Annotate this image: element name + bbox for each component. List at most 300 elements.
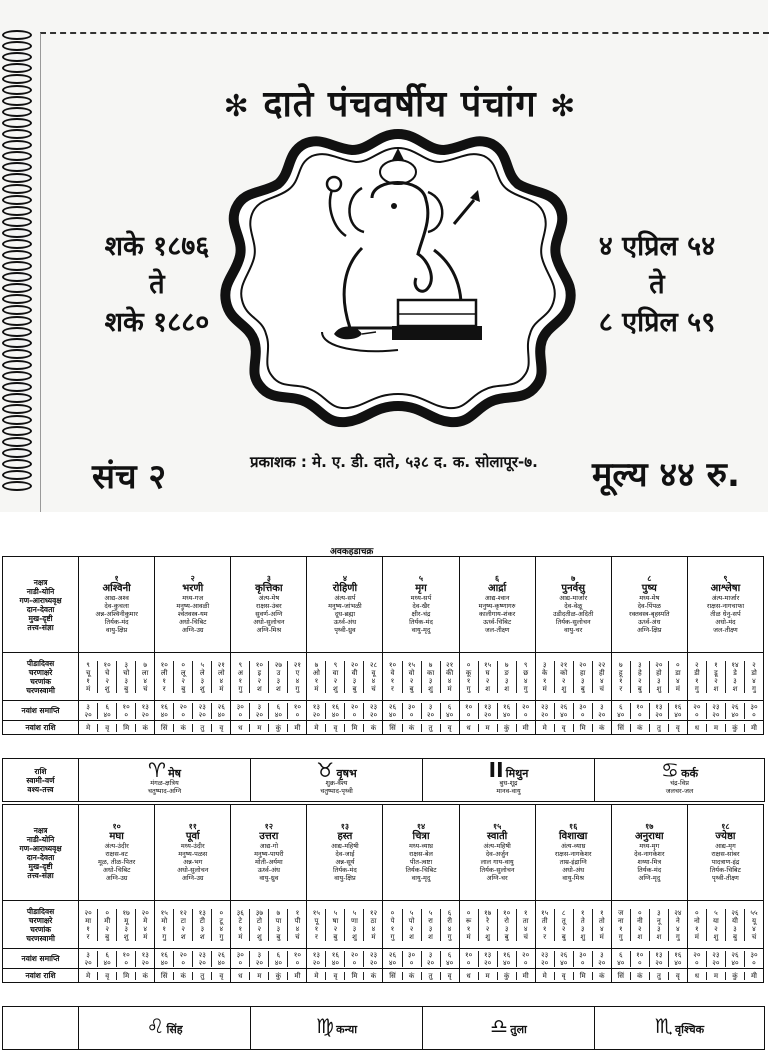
charan-subcells (231, 661, 306, 693)
navansh-rashi-cell (535, 969, 611, 983)
rashi-lord: शुक्र-वैश्य (325, 778, 348, 787)
spiral-ring-icon (2, 173, 32, 183)
nakshatra-name: पुनर्वसु (561, 583, 585, 594)
nakshatra-cell (79, 805, 155, 901)
nakshatra-grid (2, 556, 764, 735)
nakshatra-attribute: मध्य-व्याघ्र (409, 842, 433, 850)
nakshatra-attribute: देव-पिंपळ (637, 602, 661, 610)
header-label-cell (3, 805, 79, 901)
nakshatra-number: १५ (492, 822, 502, 831)
nakshatra-number: १० (112, 822, 121, 831)
spiral-binding (2, 30, 36, 510)
charan-cell (383, 901, 459, 949)
charan-subcells (460, 661, 535, 693)
charan-label-line: चरणस्वामी (26, 933, 55, 943)
date-from: ४ एप्रिल ५४ (598, 231, 716, 262)
nakshatra-attribute: अधो-चिबिट (102, 866, 131, 874)
navansh-rashi-cell (155, 721, 231, 735)
navansh-rashi-value: वृ (326, 972, 345, 980)
navansh-cell (79, 949, 155, 969)
charan-cell (155, 901, 231, 949)
nakshatra-attribute: मोती-अर्यमा (255, 858, 283, 866)
navansh-rashi-value: मी (522, 723, 529, 732)
nakshatra-name: अश्विनी (102, 583, 131, 594)
charan-subcells (383, 909, 458, 941)
navansh-value: ३ २० (250, 951, 269, 967)
nakshatra-cell (611, 805, 687, 901)
charan-value: १ पी ४ चं (294, 908, 301, 941)
charan-value: २० मे ४ मं (141, 908, 149, 941)
navansh-value: ३ २० (422, 703, 441, 719)
navansh-rashi-subcells (688, 972, 763, 980)
navansh-rashi-value: मी (751, 971, 757, 980)
nakshatra-attribute: देव-जाई (335, 850, 355, 858)
navansh-value: ३० ० (231, 951, 250, 967)
nakshatra-attribute: अन्न-सूर्य (335, 858, 355, 866)
navansh-rashi-value: म (479, 972, 498, 980)
nakshatra-name: पूर्वा (185, 831, 200, 842)
spiral-ring-icon (2, 118, 32, 128)
navansh-subcells (612, 951, 687, 967)
charan-label-line: पीडादिवस (26, 658, 55, 668)
spiral-ring-icon (2, 151, 32, 161)
navansh-rashi-value: मि (117, 724, 136, 732)
rashi-name: तुला (510, 1022, 527, 1036)
navansh-rashi-value: मि (574, 724, 593, 732)
nakshatra-number: १२ (264, 822, 273, 831)
nakshatra-name: आर्द्रा (488, 583, 507, 594)
nakshatra-number: २ (190, 574, 195, 583)
nakshatra-attribute: अंत्य-मेष (258, 594, 280, 602)
navansh-value: १३ २० (650, 951, 669, 967)
charan-value: २० हा ३ बु (574, 661, 593, 693)
nakshatra-attribute: तिर्यक-मंद (104, 618, 129, 626)
nakshatra-cell (307, 557, 383, 653)
star-right-icon: ✻ (550, 89, 577, 124)
navansh-value: ६ ४० (445, 702, 454, 719)
nakshatra-cell (383, 805, 459, 901)
charan-value: ० टू ४ गु (219, 908, 224, 941)
navansh-rashi-value: कुं (726, 972, 745, 980)
navansh-rashi-cell (383, 721, 459, 735)
navansh-value: ६ ४० (445, 950, 454, 967)
charan-value: २० हो ३ शु (650, 661, 669, 693)
navansh-value: १६ ४० (674, 950, 682, 967)
navansh-value: १३ २० (307, 951, 326, 967)
navansh-value: २६ ४० (383, 703, 402, 719)
navansh-value: २६ ४० (217, 702, 225, 719)
navansh-rashi-value: कुं (726, 724, 745, 732)
header-label-line: मुख-दृष्टी (28, 861, 53, 871)
charan-value: २१ लो ४ मं (217, 660, 225, 693)
charan-subcells (688, 661, 763, 693)
charan-value: ७ हू १ र (612, 661, 631, 693)
nakshatra-attribute: तिर्यक-चिबिट (709, 866, 741, 874)
nakshatra-attribute: मध्य-सर्प (410, 594, 432, 602)
navansh-value: १३ २० (307, 703, 326, 719)
charan-value: २ डी १ गु (688, 661, 707, 693)
navansh-value: ३ २० (598, 950, 606, 967)
charan-value: ० पे १ गु (383, 909, 402, 941)
cover-page (0, 0, 768, 512)
nakshatra-attribute: पादत्राण-इंद्र (711, 858, 740, 866)
spiral-ring-icon (2, 437, 32, 447)
charan-value: १ ता ४ चं (522, 908, 529, 941)
navansh-value: २० ० (688, 703, 707, 719)
nakshatra-attribute: राक्षस-नागचाफा (706, 602, 745, 610)
charan-value: १० रो ३ बु (498, 909, 517, 941)
navansh-cell (459, 949, 535, 969)
navansh-value: १० ० (460, 951, 479, 967)
navansh-value: २० ० (688, 951, 707, 967)
charan-value: १४ डे ३ श (726, 661, 745, 693)
navansh-rashi-cell (687, 721, 763, 735)
charan-value: १० ली १ र (155, 661, 174, 693)
charan-cell (307, 901, 383, 949)
header-label-line: नाडी-योनि (26, 586, 55, 596)
nakshatra-attribute: अंत्य-महिषी (483, 842, 511, 850)
navansh-subcells (460, 703, 535, 719)
navansh-rashi-subcells (79, 724, 154, 732)
nakshatra-cell (231, 805, 307, 901)
nakshatra-attribute: राक्षस-नागकेशर (554, 850, 592, 858)
spiral-ring-icon (2, 129, 32, 139)
navansh-rashi-subcells (155, 972, 230, 980)
charan-subcells (79, 909, 154, 941)
nakshatra-name: मृग (415, 583, 427, 594)
rashi-name: मेष (168, 766, 182, 780)
navansh-cell (307, 949, 383, 969)
shaka-range (92, 228, 222, 342)
nakshatra-cell (383, 557, 459, 653)
charan-cell (79, 901, 155, 949)
navansh-value: २३ २० (536, 951, 555, 967)
navansh-rashi-subcells (460, 972, 535, 980)
rashi-element: मानव-वायु (496, 786, 521, 795)
navansh-value: १० ० (460, 703, 479, 719)
rashi-cell (423, 1007, 595, 1050)
navansh-rashi-value: वृ (447, 971, 452, 980)
charan-value: २८ वू ४ चं (369, 660, 378, 693)
rashi-heading (595, 757, 764, 782)
nakshatra-number: ७ (571, 574, 576, 583)
navansh-rashi-value: मि (117, 972, 136, 980)
header-label-line: नाडी-योनि (26, 834, 55, 844)
rashi-name: वृषभ (336, 766, 357, 780)
navansh-rashi-value: म (250, 972, 269, 980)
charan-value: ९ छ ४ गु (523, 660, 529, 693)
nakshatra-attribute: आद्य-अश्व (104, 594, 129, 602)
spiral-ring-icon (2, 52, 32, 62)
charan-value: ५ णा ३ शु (345, 909, 364, 941)
navansh-rashi-value: तु (422, 972, 441, 980)
rashi-element: चतुष्पाद-अग्नि (147, 786, 182, 795)
charan-value: १७ रे २ शु (479, 909, 498, 941)
rashi-symbol-icon: ♈ (147, 757, 166, 782)
charan-subcells (688, 909, 763, 941)
charan-value: ५५ यू ४ चं (750, 908, 758, 941)
charan-value: २६ यी ३ बु (726, 909, 745, 941)
nakshatra-name: पुष्य (641, 583, 657, 594)
nakshatra-attribute: वायु-चर (564, 626, 583, 634)
navansh-subcells (383, 951, 458, 967)
spiral-ring-icon (2, 96, 32, 106)
navansh-rashi-cell (383, 969, 459, 983)
navansh-rashi-value: तु (422, 724, 441, 732)
navansh-rashi-value: सिं (612, 724, 631, 732)
nakshatra-attribute: वायु-क्षिप्र (105, 626, 128, 634)
navansh-value: ३० ० (574, 951, 593, 967)
navansh-rashi-value: सिं (612, 972, 631, 980)
navansh-rashi-subcells (612, 724, 687, 732)
navansh-value: २० ० (345, 951, 364, 967)
charan-value: ० रू १ मं (460, 909, 479, 941)
nakshatra-attribute: जल-तीक्ष्ण (713, 626, 738, 634)
navansh-rashi-value: कं (174, 724, 193, 732)
navansh-rashi-cell (307, 969, 383, 983)
charan-cell (459, 653, 535, 701)
navansh-cell (687, 949, 763, 969)
spiral-ring-icon (2, 107, 32, 117)
navansh-rashi-subcells (231, 972, 306, 980)
spiral-ring-icon (2, 371, 32, 381)
charan-cell (231, 653, 307, 701)
charan-value: ७ का ३ शु (422, 661, 441, 693)
navansh-rashi-cell (231, 969, 307, 983)
nakshatra-attribute: मध्य-उंदीर (180, 842, 205, 850)
nakshatra-attribute: ऊर्ध्व-चिबिट (483, 618, 512, 626)
charan-subcells (79, 661, 154, 693)
navansh-rashi-label: नवांश राशि (3, 969, 79, 983)
spiral-ring-icon (2, 217, 32, 227)
navansh-subcells (79, 703, 154, 719)
navansh-rashi-value: कं (370, 723, 377, 732)
rashi-cell (595, 1007, 765, 1050)
rashi-cell (595, 759, 765, 802)
header-label-line: मुख-दृष्टी (28, 613, 53, 623)
navansh-cell (687, 701, 763, 721)
navansh-rashi-label: नवांश राशि (3, 721, 79, 735)
nakshatra-attribute: राक्षस-बेल (409, 850, 433, 858)
navansh-value: १३ २० (479, 703, 498, 719)
navansh-rashi-value: ध (460, 724, 479, 732)
rashi-heading (251, 1013, 422, 1038)
date-te: ते (649, 269, 665, 300)
nakshatra-attribute: देव-वेळू (564, 602, 583, 610)
navansh-rashi-value: मि (574, 972, 593, 980)
navansh-subcells (231, 703, 306, 719)
charan-value: ७ पा ३ बु (269, 909, 288, 941)
rashi-cell (423, 759, 595, 802)
charan-value: ३ नू ३ श (650, 909, 669, 941)
nakshatra-cell (687, 805, 763, 901)
navansh-rashi-cell (535, 721, 611, 735)
charan-value: ९ वा २ शु (326, 661, 345, 693)
nakshatra-attribute: जल-तीक्ष्ण (484, 626, 510, 634)
cover-title (180, 78, 620, 127)
nakshatra-number: ११ (188, 822, 197, 831)
nakshatra-attribute: तिर्यक-सुलोचन (479, 866, 515, 874)
rashi-symbol-icon: ♌ (146, 1013, 165, 1038)
rashi-grid (2, 758, 765, 802)
navansh-value: २६ ४० (726, 951, 745, 967)
spiral-ring-icon (2, 338, 32, 348)
navansh-value: २३ २० (536, 703, 555, 719)
nakshatra-attribute: तिर्यक-मंद (637, 866, 662, 874)
rashi-heading (79, 1013, 250, 1038)
nakshatra-cell (231, 557, 307, 653)
spiral-ring-icon (2, 360, 32, 370)
navansh-value: १३ २० (650, 703, 669, 719)
spiral-ring-icon (2, 448, 32, 458)
nakshatra-attribute: अग्नि-मृदु (638, 874, 661, 882)
nakshatra-number: १६ (569, 822, 578, 831)
navansh-value: २३ २० (707, 951, 726, 967)
charan-value: १५ मो १ गु (155, 909, 174, 941)
navansh-subcells (155, 951, 230, 967)
navansh-value: २० ० (174, 703, 193, 719)
navansh-rashi-subcells (307, 972, 382, 980)
spiral-ring-icon (2, 426, 32, 436)
navansh-value: ३० ० (574, 703, 593, 719)
navansh-rashi-cell (611, 969, 687, 983)
nakshatra-attribute: अंत्य-मार्जार (711, 594, 740, 602)
rashi-name: कर्क (681, 766, 699, 780)
nakshatra-attribute: अग्नि-उग्र (105, 874, 128, 882)
navansh-rashi-value: कं (370, 971, 377, 980)
nakshatra-number: १७ (645, 822, 654, 831)
navansh-value: १६ ४० (155, 703, 174, 719)
navansh-rashi-value: कं (142, 971, 148, 980)
navansh-rashi-value: मे (307, 724, 326, 732)
navansh-rashi-value: ध (460, 972, 479, 980)
charan-value: १२ टा २ श (174, 909, 193, 941)
navansh-value: ३० ० (231, 703, 250, 719)
charan-value: ० नो १ मं (688, 909, 707, 941)
nakshatra-attribute: अंत्य-सर्प (334, 594, 356, 602)
navansh-rashi-value: ध (688, 724, 707, 732)
charan-subcells (307, 909, 382, 941)
charan-value: १ तो ४ मं (598, 908, 605, 941)
title-text: दाते पंचवर्षीय पंचांग (263, 84, 537, 125)
shaka-to: शके १८८० (104, 307, 210, 338)
navansh-value: ६ ४० (98, 951, 117, 967)
charan-subcells (383, 661, 458, 693)
charan-value: ० मी २ बु (98, 909, 117, 941)
nakshatra-attribute: अग्नि-उग्र (181, 626, 204, 634)
navansh-rashi-subcells (460, 724, 535, 732)
navansh-rashi-value: मी (522, 971, 529, 980)
navansh-rashi-value: वृ (555, 972, 574, 980)
nakshatra-attribute: पीत-त्वष्टा (409, 858, 433, 866)
navansh-rashi-subcells (688, 724, 763, 732)
nakshatra-attribute: वायु-मिश्र (562, 874, 584, 882)
navansh-cell (231, 701, 307, 721)
charan-value: २४ ने ४ गु (674, 908, 682, 941)
nakshatra-attribute: राक्षस-सांबर (711, 850, 740, 858)
navansh-value: २० ० (345, 703, 364, 719)
navansh-value: १३ २० (141, 702, 149, 719)
avakahada-chakra-page (0, 536, 768, 1038)
date-range (582, 228, 732, 342)
rashi-row (3, 1007, 765, 1050)
spiral-ring-icon (2, 195, 32, 205)
navansh-rashi-value: वृ (555, 724, 574, 732)
charan-label-cell (3, 653, 79, 701)
nakshatra-attribute: दूध-ब्रह्मा (334, 610, 356, 618)
charan-value: ३ के १ मं (536, 661, 555, 693)
navansh-subcells (231, 951, 306, 967)
nakshatra-cell (459, 557, 535, 653)
navansh-cell (155, 949, 231, 969)
navansh-value: ३० ० (750, 950, 758, 967)
charan-value: १० इ २ श (250, 661, 269, 693)
nakshatra-attribute: अग्नि-उग्र (181, 874, 204, 882)
charan-cell (459, 901, 535, 949)
nakshatra-cell (535, 805, 611, 901)
charan-subcells (536, 661, 611, 693)
nakshatra-name: चित्रा (412, 831, 430, 842)
date-to: ८ एप्रिल ५९ (598, 307, 716, 338)
nakshatra-cell (155, 557, 231, 653)
nakshatra-attribute: मध्य-गज (182, 594, 204, 602)
navansh-value: २६ ४० (217, 950, 225, 967)
navansh-subcells (383, 703, 458, 719)
rashi-symbol-icon: II (488, 757, 504, 782)
nakshatra-attribute: राक्षस-वट (105, 850, 128, 858)
spiral-ring-icon (2, 30, 32, 40)
navansh-subcells (307, 951, 382, 967)
charan-value: २० वी ३ बु (345, 661, 364, 693)
nakshatra-number: ९ (723, 574, 728, 583)
charan-value: २२ ही ४ चं (598, 660, 606, 693)
charan-value: ५ पो २ श (403, 909, 422, 941)
nakshatra-attribute: आद्य-श्वान (484, 594, 510, 602)
navansh-rashi-value: ध (231, 972, 250, 980)
spiral-ring-icon (2, 382, 32, 392)
navansh-value: २३ २० (193, 951, 212, 967)
navansh-rashi-value: वृ (98, 724, 117, 732)
rashi-cell (79, 1007, 251, 1050)
charan-value: ० कू १ गु (460, 661, 479, 693)
header-label-line: तत्त्व-संज्ञा (27, 622, 54, 632)
charan-value: १५ वो २ बु (403, 661, 422, 693)
navansh-value: २६ ४० (555, 951, 574, 967)
nakshatra-attribute: आद्य-गो (259, 842, 279, 850)
navansh-rashi-subcells (307, 724, 382, 732)
rashi-row (3, 759, 765, 802)
nakshatra-attribute: मनुष्य-जांभळी (328, 602, 362, 610)
nakshatra-name: मघा (109, 831, 124, 842)
header-label-line: दान-देवता (26, 604, 55, 614)
rashi-cell (251, 759, 423, 802)
navansh-subcells (536, 951, 611, 967)
chakra-title: अवकहडाचक्र (330, 547, 374, 557)
navansh-rashi-cell (459, 969, 535, 983)
charan-label-line: चरणाक्षरे (28, 915, 53, 925)
charan-label-cell (3, 901, 79, 949)
navansh-rashi-row (3, 969, 764, 983)
navansh-value: २० ० (522, 702, 530, 719)
navansh-value: १६ ४० (674, 702, 682, 719)
spiral-ring-icon (2, 184, 32, 194)
charan-value: २१ को २ शु (555, 661, 574, 693)
nakshatra-name: स्वाती (486, 831, 508, 842)
navansh-cell (611, 949, 687, 969)
navansh-rashi-value: म (707, 972, 726, 980)
shaka-from: शके १८७६ (104, 231, 210, 262)
navansh-value: ३ २० (79, 951, 98, 967)
